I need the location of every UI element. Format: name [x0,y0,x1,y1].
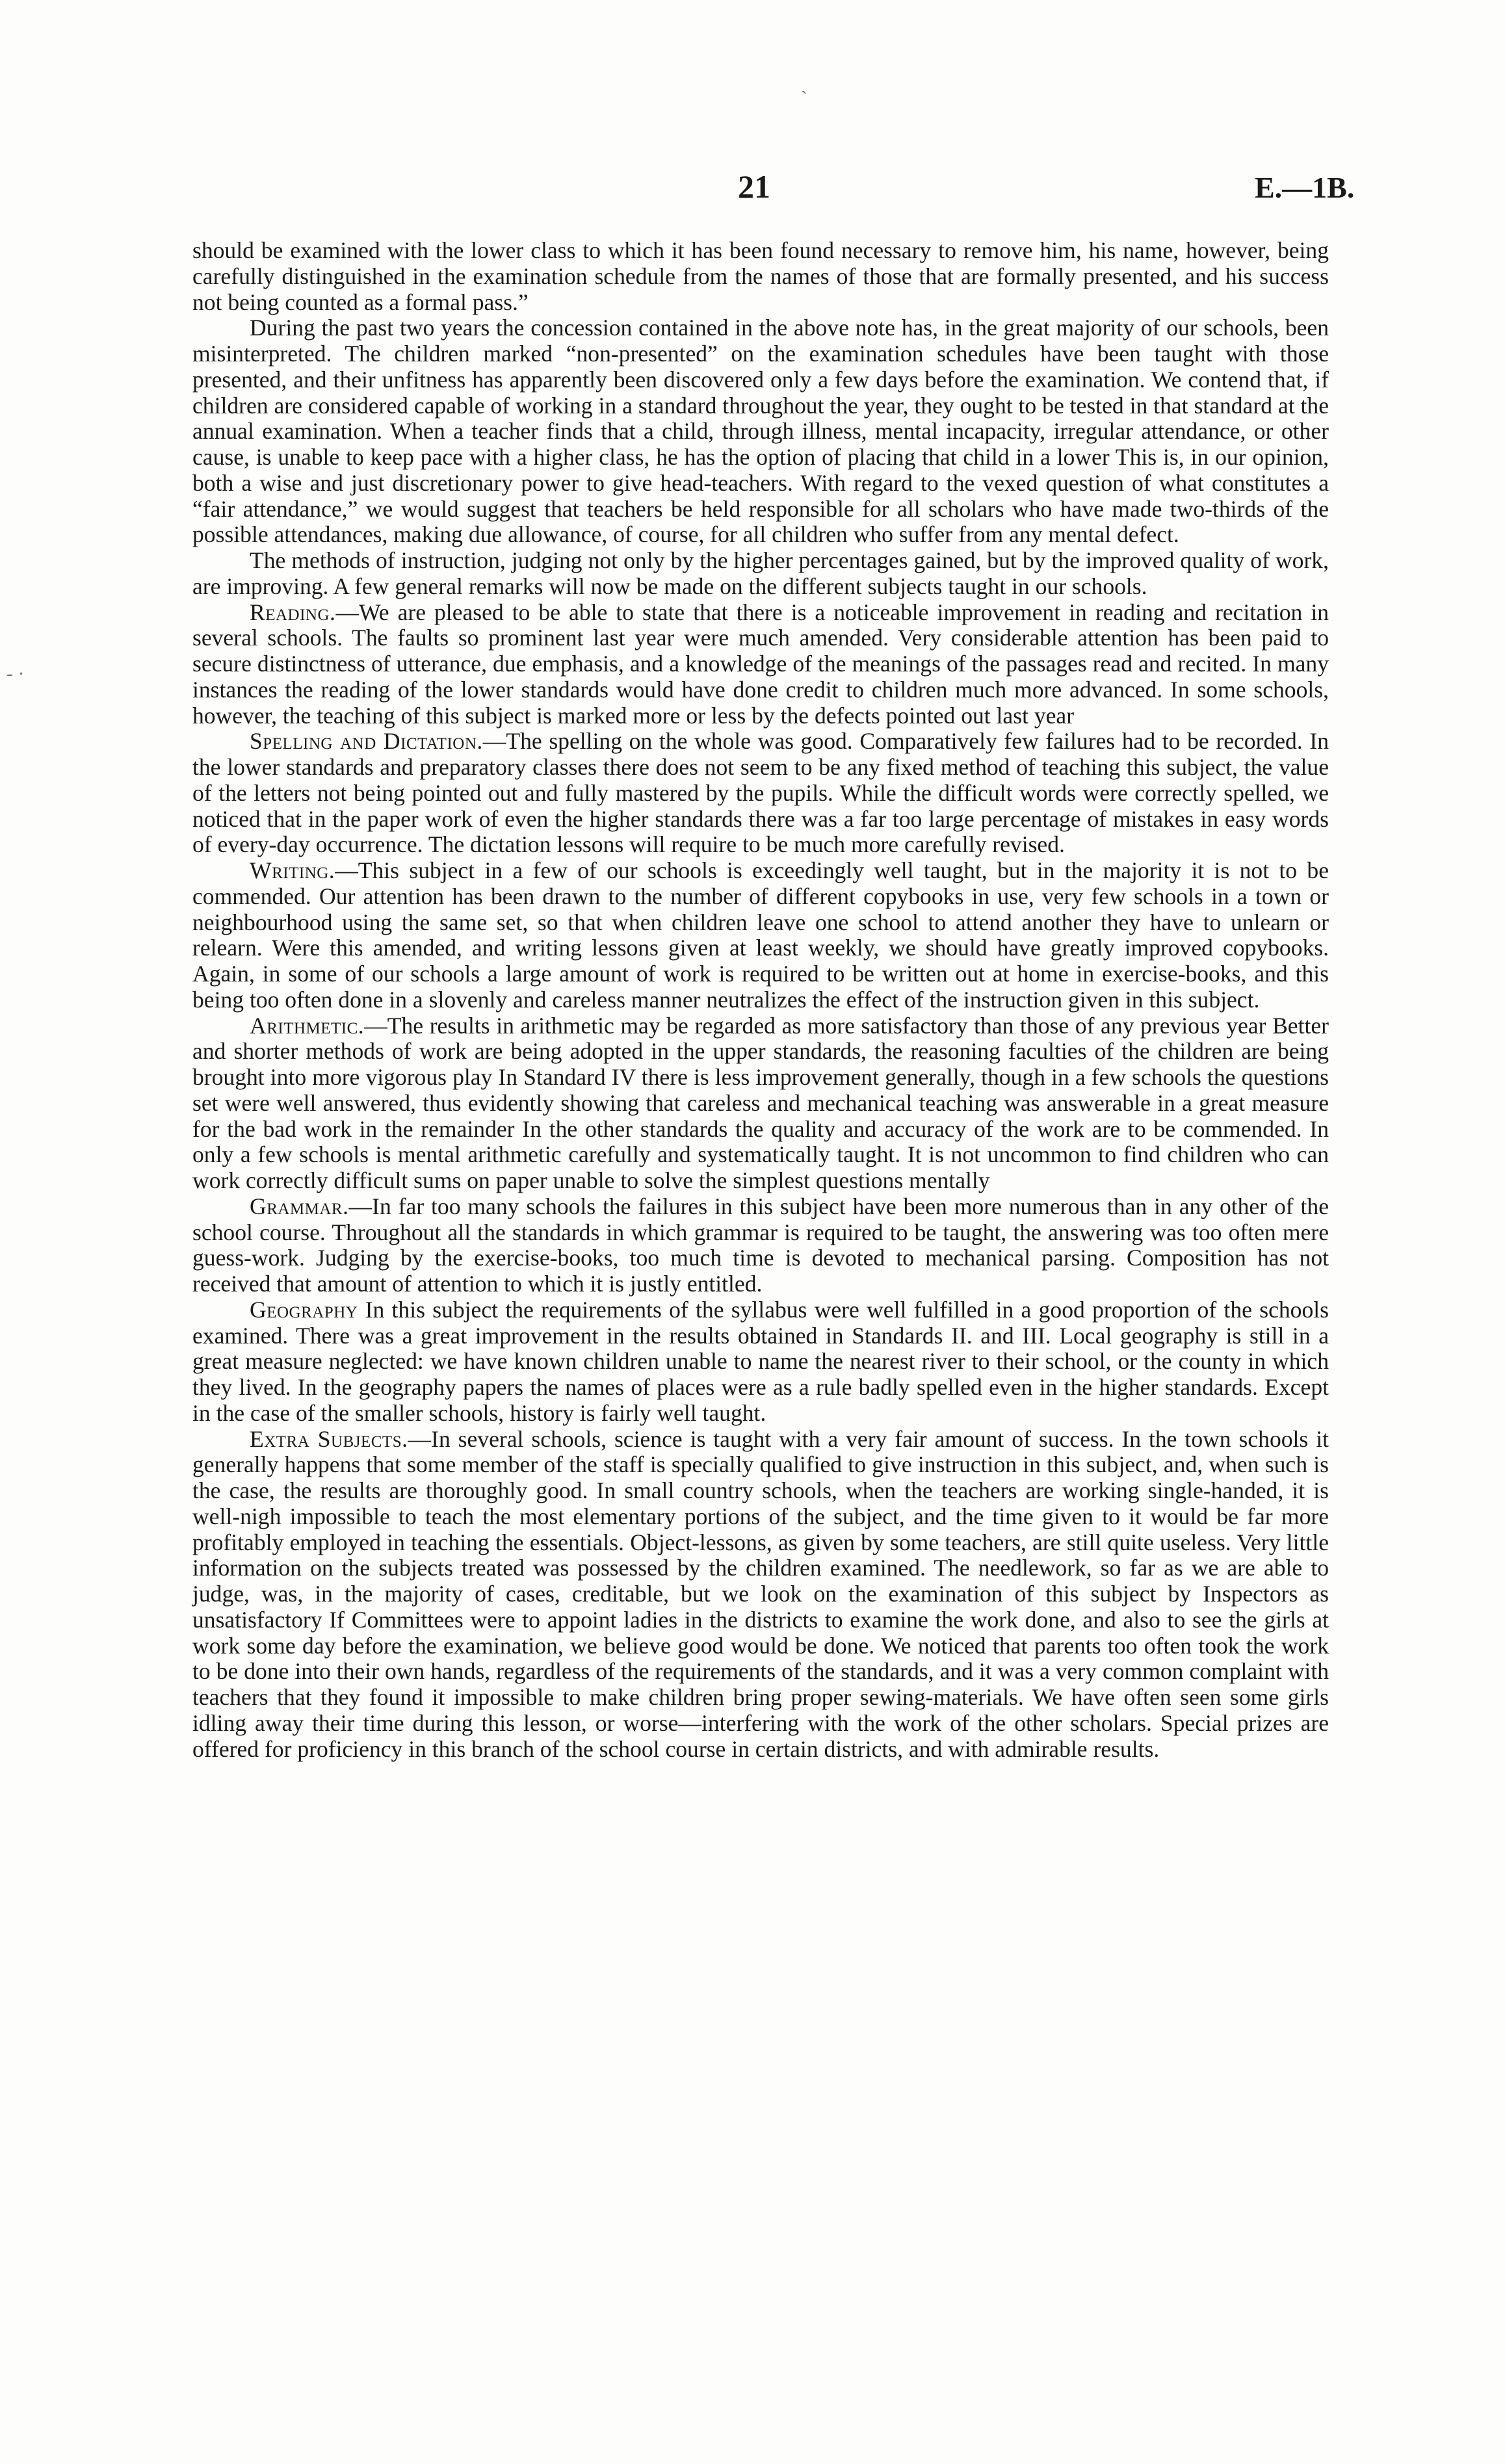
paragraph-reading [192,600,1329,729]
paragraph-text: should be examined with the lower class to which it has been found necessary to remove him, his name, however, being carefully distinguished in the examination schedule from the names of those that are formally presented, and his success not being counted as a formal pass.” [192,237,1329,315]
paragraph-spelling [192,729,1329,858]
paragraph-text: —The spelling on the whole was good. Comparatively few failures had to be recorded. In the lower standards and preparatory classes there does not seem to be any fixed method of teaching this subject, the value of the letters not being pointed out and fully mastered by the pupils. While the difficult words were correctly spelled, we noticed that in the paper work of even the higher standards there was a far too large percentage of mistakes in easy words of every-day occurrence. The dictation lessons will require to be much more carefully revised. [192,728,1329,858]
paragraph-methods [192,548,1329,600]
paragraph-text: —In several schools, science is taught with a very fair amount of success. In the town schools it generally happens that some member of the staff is specially qualified to give instruction in this subject, and, when such is the case, the results are thoroughly good. In small country schools, when the teachers are working single-handed, it is well-nigh impossible to teach the most elementary portions of the subject, and the time given to it would be far more profitably employed in teaching the essentials. Object-lessons, as given by some teachers, are still quite useless. Very little information on the subjects treated was possessed by the children examined. The needlework, so far as we are able to judge, was, in the majority of cases, creditable, but we look on the examination of this subject by Inspectors as unsatisfactory If Committees were to appoint ladies in the districts to examine the work done, and also to see the girls at work some day before the examination, we believe good would be done. We noticed that parents too often took the work to be done into their own hands, regardless of the requirements of the standards, and it was a very common complaint with teachers that they found it impossible to make children bring proper sewing-materials. We have often seen some girls idling away their time during this lesson, or worse—interfering with the work of the other scholars. Special prizes are offered for proficiency in this branch of the school course in certain districts, and with admirable results. [192,1425,1329,1762]
paragraph-extra-subjects [192,1427,1329,1763]
paragraph-text: In this subject the requirements of the syllabus were well fulfilled in a good proportion of the schools examined. There was a great improvement in the results obtained in Standards II. and III. Local geography is still in a great measure neglected: we have known children unable to name the nearest river to their school, or the county in which they lived. In the geography papers the names of places were as a rule badly spelled even in the higher standards. Except in the case of the smaller schools, history is fairly well taught. [192,1296,1329,1426]
document-code: E.—1B. [1255,171,1355,204]
section-heading: Extra Subjects. [250,1425,408,1452]
section-heading: Arithmetic. [250,1012,365,1039]
margin-speck: - · [7,663,25,684]
paragraph-text: —We are pleased to be able to state that there is a noticeable improvement in reading and recitation in several schools. The faults so prominent last year were much amended. Very considerable attention has been paid to secure distinctness of utterance, due emphasis, and a knowledge of the meanings of the passages read and recited. In many instances the reading of the lower standards would have done credit to children much more advanced. In some schools, however, the teaching of this subject is marked more or less by the defects pointed out last year [192,599,1329,729]
paragraph-text: —This subject in a few of our schools is exceedingly well taught, but in the majority it is not to be commended. Our attention has been drawn to the number of different copybooks in use, very few schools in a town or neighbourhood using the same set, so that when children leave one school to attend another they have to unlearn or relearn. Were this amended, and writing lessons given at least weekly, we should have greatly improved copybooks. Again, in some of our schools a large amount of work is required to be written out at home in exercise-books, and this being too often done in a slovenly and careless manner neutralizes the effect of the instruction given in this subject. [192,857,1329,1013]
section-heading: Writing. [250,857,335,883]
section-heading: Grammar. [250,1193,349,1219]
section-heading: Geography [250,1296,358,1323]
paragraph-continuation [192,238,1329,315]
body-text [192,238,1329,1762]
section-heading: Reading. [250,599,336,625]
page-number: 21 [738,168,770,205]
margin-speck: ˏ [801,73,807,94]
paragraph-text: —The results in arithmetic may be regarded as more satisfactory than those of any previous year Better and shorter methods of work are being adopted in the upper standards, the reasoning faculties of the children are being brought into more vigorous play In Standard IV there is less improvement generally, though in a few schools the questions set were well answered, thus evidently showing that careless and mechanical teaching was answerable in a great measure for the bad work in the remainder In the other standards the quality and accuracy of the work are to be commended. In only a few schools is mental arithmetic carefully and systematically taught. It is not uncommon to find children who can work correctly difficult sums on paper unable to solve the simplest questions mentally [192,1012,1329,1193]
paragraph-arithmetic [192,1013,1329,1194]
paragraph-text: During the past two years the concession contained in the above note has, in the great majority of our schools, been misinterpreted. The children marked “non-presented” on the examination schedules have been taught with those presented, and their unfitness has apparently been discovered only a few days before the examination. We contend that, if children are considered capable of working in a standard throughout the year, they ought to be tested in that standard at the annual examination. When a teacher finds that a child, through illness, mental incapacity, irregular attendance, or other cause, is unable to keep pace with a higher class, he has the option of placing that child in a lower This is, in our opinion, both a wise and just discretionary power to give head-teachers. With regard to the vexed question of what constitutes a “fair attendance,” we would suggest that teachers be held responsible for all scholars who have made two-thirds of the possible attendances, making due allowance, of course, for all children who suffer from any mental defect. [192,315,1329,548]
paragraph-grammar [192,1194,1329,1297]
paragraph-concession [192,315,1329,548]
paragraph-text: The methods of instruction, judging not only by the higher percentages gained, but by the improved quality of work, are improving. A few general remarks will now be made on the different subjects taught in our schools. [192,547,1329,599]
paragraph-geography [192,1297,1329,1427]
paragraph-text: —In far too many schools the failures in this subject have been more numerous than in any other of the school course. Throughout all the standards in which grammar is required to be taught, the answering was too often mere guess-work. Judging by the exercise-books, too much time is devoted to mechanical parsing. Composition has not received that amount of attention to which it is justly entitled. [192,1193,1329,1297]
section-heading: Spelling and Dictation. [250,728,483,755]
paragraph-writing [192,858,1329,1013]
